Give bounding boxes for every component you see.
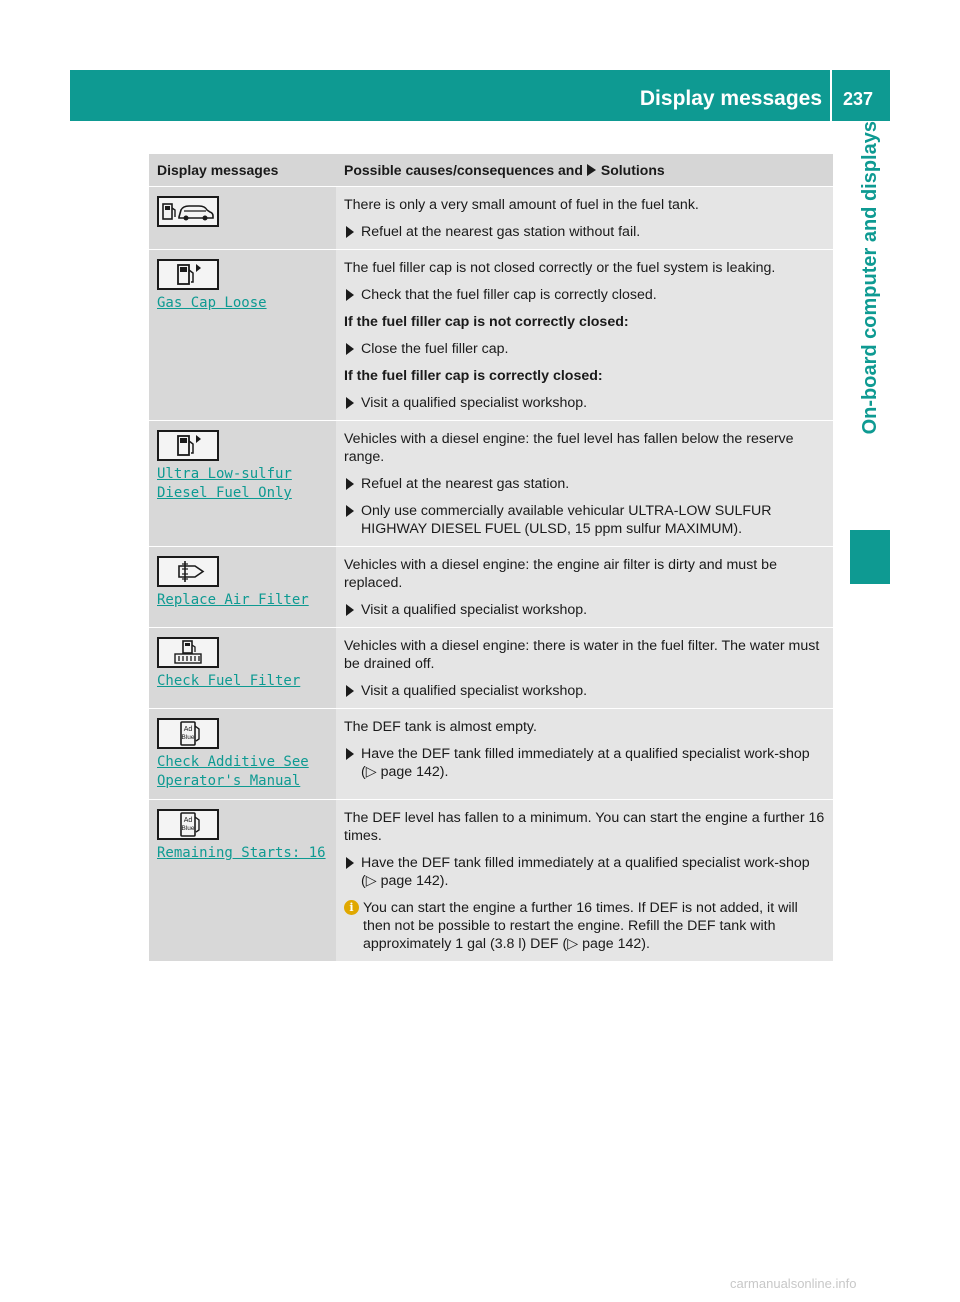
side-tab-label: On-board computer and displays — [859, 121, 881, 435]
display-message-cell — [149, 709, 336, 799]
cause-text: The fuel filler cap is not closed correctly or the fuel system is leaking. — [344, 260, 776, 276]
solutions-cell — [336, 421, 833, 546]
display-message-cell — [149, 800, 336, 961]
adblue-icon-label-bottom: Blue — [181, 825, 195, 832]
display-message-text: Ultra Low-sulfur — [157, 466, 292, 482]
low-fuel-car-icon — [157, 196, 219, 227]
column-header-display-messages: Display messages — [157, 162, 279, 178]
display-message-text: Check Additive See — [157, 754, 309, 770]
solution-step: Refuel at the nearest gas station. — [344, 475, 827, 493]
air-filter-icon — [157, 556, 219, 587]
table-row — [149, 800, 833, 962]
column-header-causes-prefix: Possible causes/consequences and — [344, 162, 583, 178]
column-header-causes — [336, 154, 833, 186]
solution-step: Refuel at the nearest gas station without fail. — [344, 223, 827, 241]
side-tab — [850, 121, 890, 521]
solutions-cell — [336, 709, 833, 799]
arrow-icon — [587, 164, 596, 176]
watermark: carmanualsonline.info — [730, 1276, 857, 1291]
table-body — [149, 187, 833, 962]
display-message-cell — [149, 250, 336, 420]
header-divider — [830, 70, 832, 121]
adblue-icon — [157, 809, 219, 840]
cause-text: There is only a very small amount of fuel in the fuel tank. — [344, 197, 699, 213]
condition-heading: If the fuel filler cap is correctly closed: — [344, 368, 603, 384]
adblue-icon-label-top: Ad — [183, 817, 193, 824]
display-message-text: Replace Air Filter — [157, 592, 309, 608]
header-bar — [70, 70, 890, 121]
display-message-cell — [149, 421, 336, 546]
table-row — [149, 547, 833, 628]
table-header — [149, 154, 833, 187]
adblue-icon-label-top: Ad — [183, 726, 193, 733]
table-row — [149, 709, 833, 800]
solution-step: Visit a qualified specialist workshop. — [344, 394, 827, 412]
display-message-cell — [149, 628, 336, 708]
solutions-cell — [336, 250, 833, 420]
solutions-cell — [336, 800, 833, 961]
display-message-text: Remaining Starts: 16 — [157, 845, 326, 861]
cause-text: Vehicles with a diesel engine: the fuel level has fallen below the reserve range. — [344, 431, 794, 465]
side-tab-marker — [850, 530, 890, 584]
adblue-icon — [157, 718, 219, 749]
display-message-text: Operator's Manual — [157, 773, 301, 789]
solution-step: Visit a qualified specialist workshop. — [344, 682, 827, 700]
cause-text: The DEF level has fallen to a minimum. You can start the engine a further 16 times. — [344, 810, 825, 844]
page-number: 237 — [842, 89, 874, 109]
display-message-text: Diesel Fuel Only — [157, 485, 292, 501]
fuel-pump-arrow-icon — [157, 430, 219, 461]
cause-text: The DEF tank is almost empty. — [344, 719, 537, 735]
display-message-text: Check Fuel Filter — [157, 673, 301, 689]
cause-text: Vehicles with a diesel engine: there is water in the fuel filter. The water must be drained off. — [344, 638, 820, 672]
solution-step: Have the DEF tank filled immediately at a qualified specialist work-shop (▷ page 142). — [344, 745, 827, 781]
solution-step: Only use commercially available vehicular ULTRA-LOW SULFUR HIGHWAY DIESEL FUEL (ULSD, 15 ppm sulfur MAXIMUM). — [344, 502, 827, 538]
info-note-text: You can start the engine a further 16 times. If DEF is not added, it will then not be possible to restart the engine. Refill the DEF tank with approximately 1 gal (3.8 l) DEF (▷ page 142). — [363, 900, 798, 952]
info-note — [344, 899, 827, 953]
condition-heading: If the fuel filler cap is not correctly closed: — [344, 314, 629, 330]
solution-step: Check that the fuel filler cap is correctly closed. — [344, 286, 827, 304]
column-header-causes-suffix: Solutions — [600, 162, 665, 178]
info-icon: i — [344, 900, 359, 915]
solution-step: Have the DEF tank filled immediately at a qualified specialist work-shop (▷ page 142). — [344, 854, 827, 890]
table-row — [149, 250, 833, 421]
solutions-cell — [336, 547, 833, 627]
display-messages-table — [149, 154, 833, 962]
solution-step: Visit a qualified specialist workshop. — [344, 601, 827, 619]
table-row — [149, 187, 833, 250]
cause-text: Vehicles with a diesel engine: the engine air filter is dirty and must be replaced. — [344, 557, 777, 591]
fuel-pump-arrow-icon — [157, 259, 219, 290]
solution-step: Close the fuel filler cap. — [344, 340, 827, 358]
solutions-cell — [336, 187, 833, 249]
display-message-cell — [149, 187, 336, 249]
solutions-cell — [336, 628, 833, 708]
adblue-icon-label-bottom: Blue — [181, 734, 195, 741]
display-message-text: Gas Cap Loose — [157, 295, 267, 311]
display-message-cell — [149, 547, 336, 627]
table-row — [149, 421, 833, 547]
page-title: Display messages — [639, 87, 822, 110]
table-row — [149, 628, 833, 709]
fuel-filter-water-icon — [157, 637, 219, 668]
